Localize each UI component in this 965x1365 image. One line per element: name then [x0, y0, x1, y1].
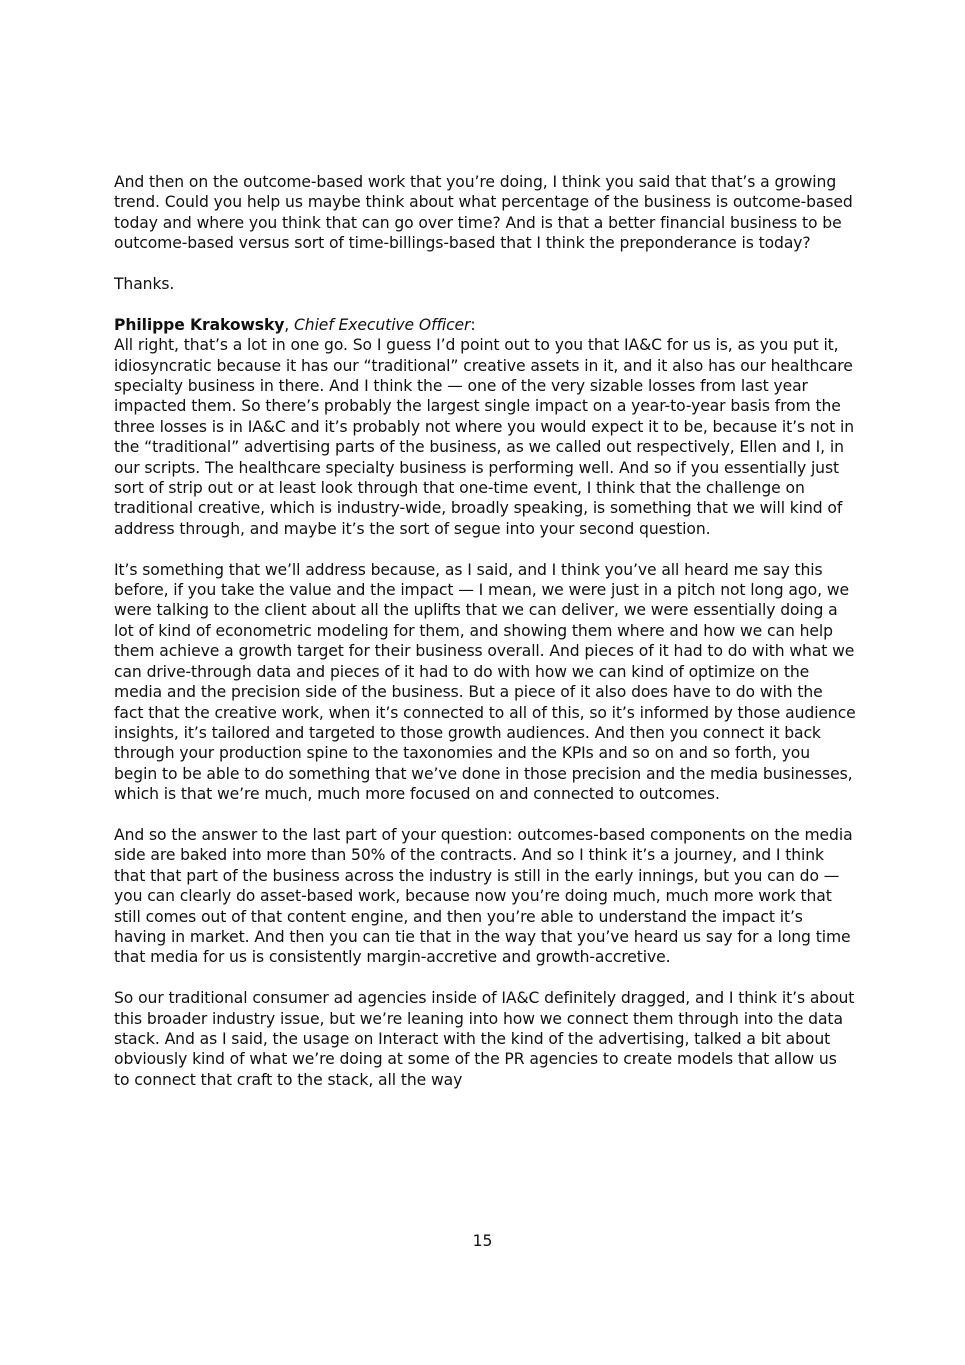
thanks-paragraph: Thanks. [114, 275, 175, 294]
answer-paragraph: And so the answer to the last part of your question: outcomes-based components on the media side are baked into more than 50% of the contracts. And so I think it’s a journey, and I think that that part of the business across the industry is still in the early innings, but you can do — you can clearly do asset-based work, because now you’re doing much, much more work that still comes out of that content engine, and then you’re able to understand the impact it’s having in market. And then you can tie that in the way that you’ve heard us say for a long time that media for us is consistently margin-accretive and growth-accretive. [114, 825, 853, 967]
question-paragraph: And then on the outcome-based work that you’re doing, I think you said that that’s a growing trend. Could you help us maybe think about what percentage of the business is outcome-based today and where you think that can go over time? And is that a better financial business to be outcome-based versus sort of time-billings-based that I think the preponderance is today? [114, 173, 853, 253]
speaker-title: Chief Executive Officer [294, 315, 471, 334]
speaker-colon: : [470, 315, 476, 334]
speaker-name: Philippe Krakowsky [114, 315, 285, 334]
speaker-separator: , [284, 315, 294, 334]
answer-paragraph: All right, that’s a lot in one go. So I guess I’d point out to you that IA&C for us is, as you put it, idiosyncratic because it has our “traditional” creative assets in it, and it also has our healthcare specialty business in there. And I think the — one of the very sizable losses from last year impacted them. So there’s probably the largest single impact on a year-to-year basis from the three losses is in IA&C and it’s probably not where you would expect it to be, because it’s not in the “traditional” advertising parts of the business, as we called out respectively, Ellen and I, in our scripts. The healthcare specialty business is performing well. And so if you essentially just sort of strip out or at least look through that one-time event, I think that the challenge on traditional creative, which is industry-wide, broadly speaking, is something that we will kind of address through, and maybe it’s the sort of segue into your second question. [114, 336, 855, 538]
answer-paragraph: So our traditional consumer ad agencies inside of IA&C definitely dragged, and I think it’s about this broader industry issue, but we’re leaning into how we connect them through into the data stack. And as I said, the usage on Interact with the kind of the advertising, talked a bit about obviously kind of what we’re doing at some of the PR agencies to create models that allow us to connect that craft to the stack, all the way [114, 989, 855, 1089]
page-number: 15 [472, 1232, 493, 1250]
transcript-page [114, 172, 856, 1111]
answer-paragraph: It’s something that we’ll address because, as I said, and I think you’ve all heard me say this before, if you take the value and the impact — I mean, we were just in a pitch not long ago, we were talking to the client about all the uplifts that we can deliver, we were essentially doing a lot of kind of econometric modeling for them, and showing them where and how we can help them achieve a growth target for their business overall. And pieces of it had to do with what we can drive-through data and pieces of it had to do with how we can kind of optimize on the media and the precision side of the business. But a piece of it also does have to do with the fact that the creative work, when it’s connected to all of this, so it’s informed by those audience insights, it’s tailored and targeted to those growth audiences. And then you connect it back through your production spine to the taxonomies and the KPIs and so on and so forth, you begin to be able to do something that we’ve done in those precision and the media businesses, which is that we’re much, much more focused on and connected to outcomes. [114, 560, 856, 804]
speaker-line [114, 315, 856, 335]
